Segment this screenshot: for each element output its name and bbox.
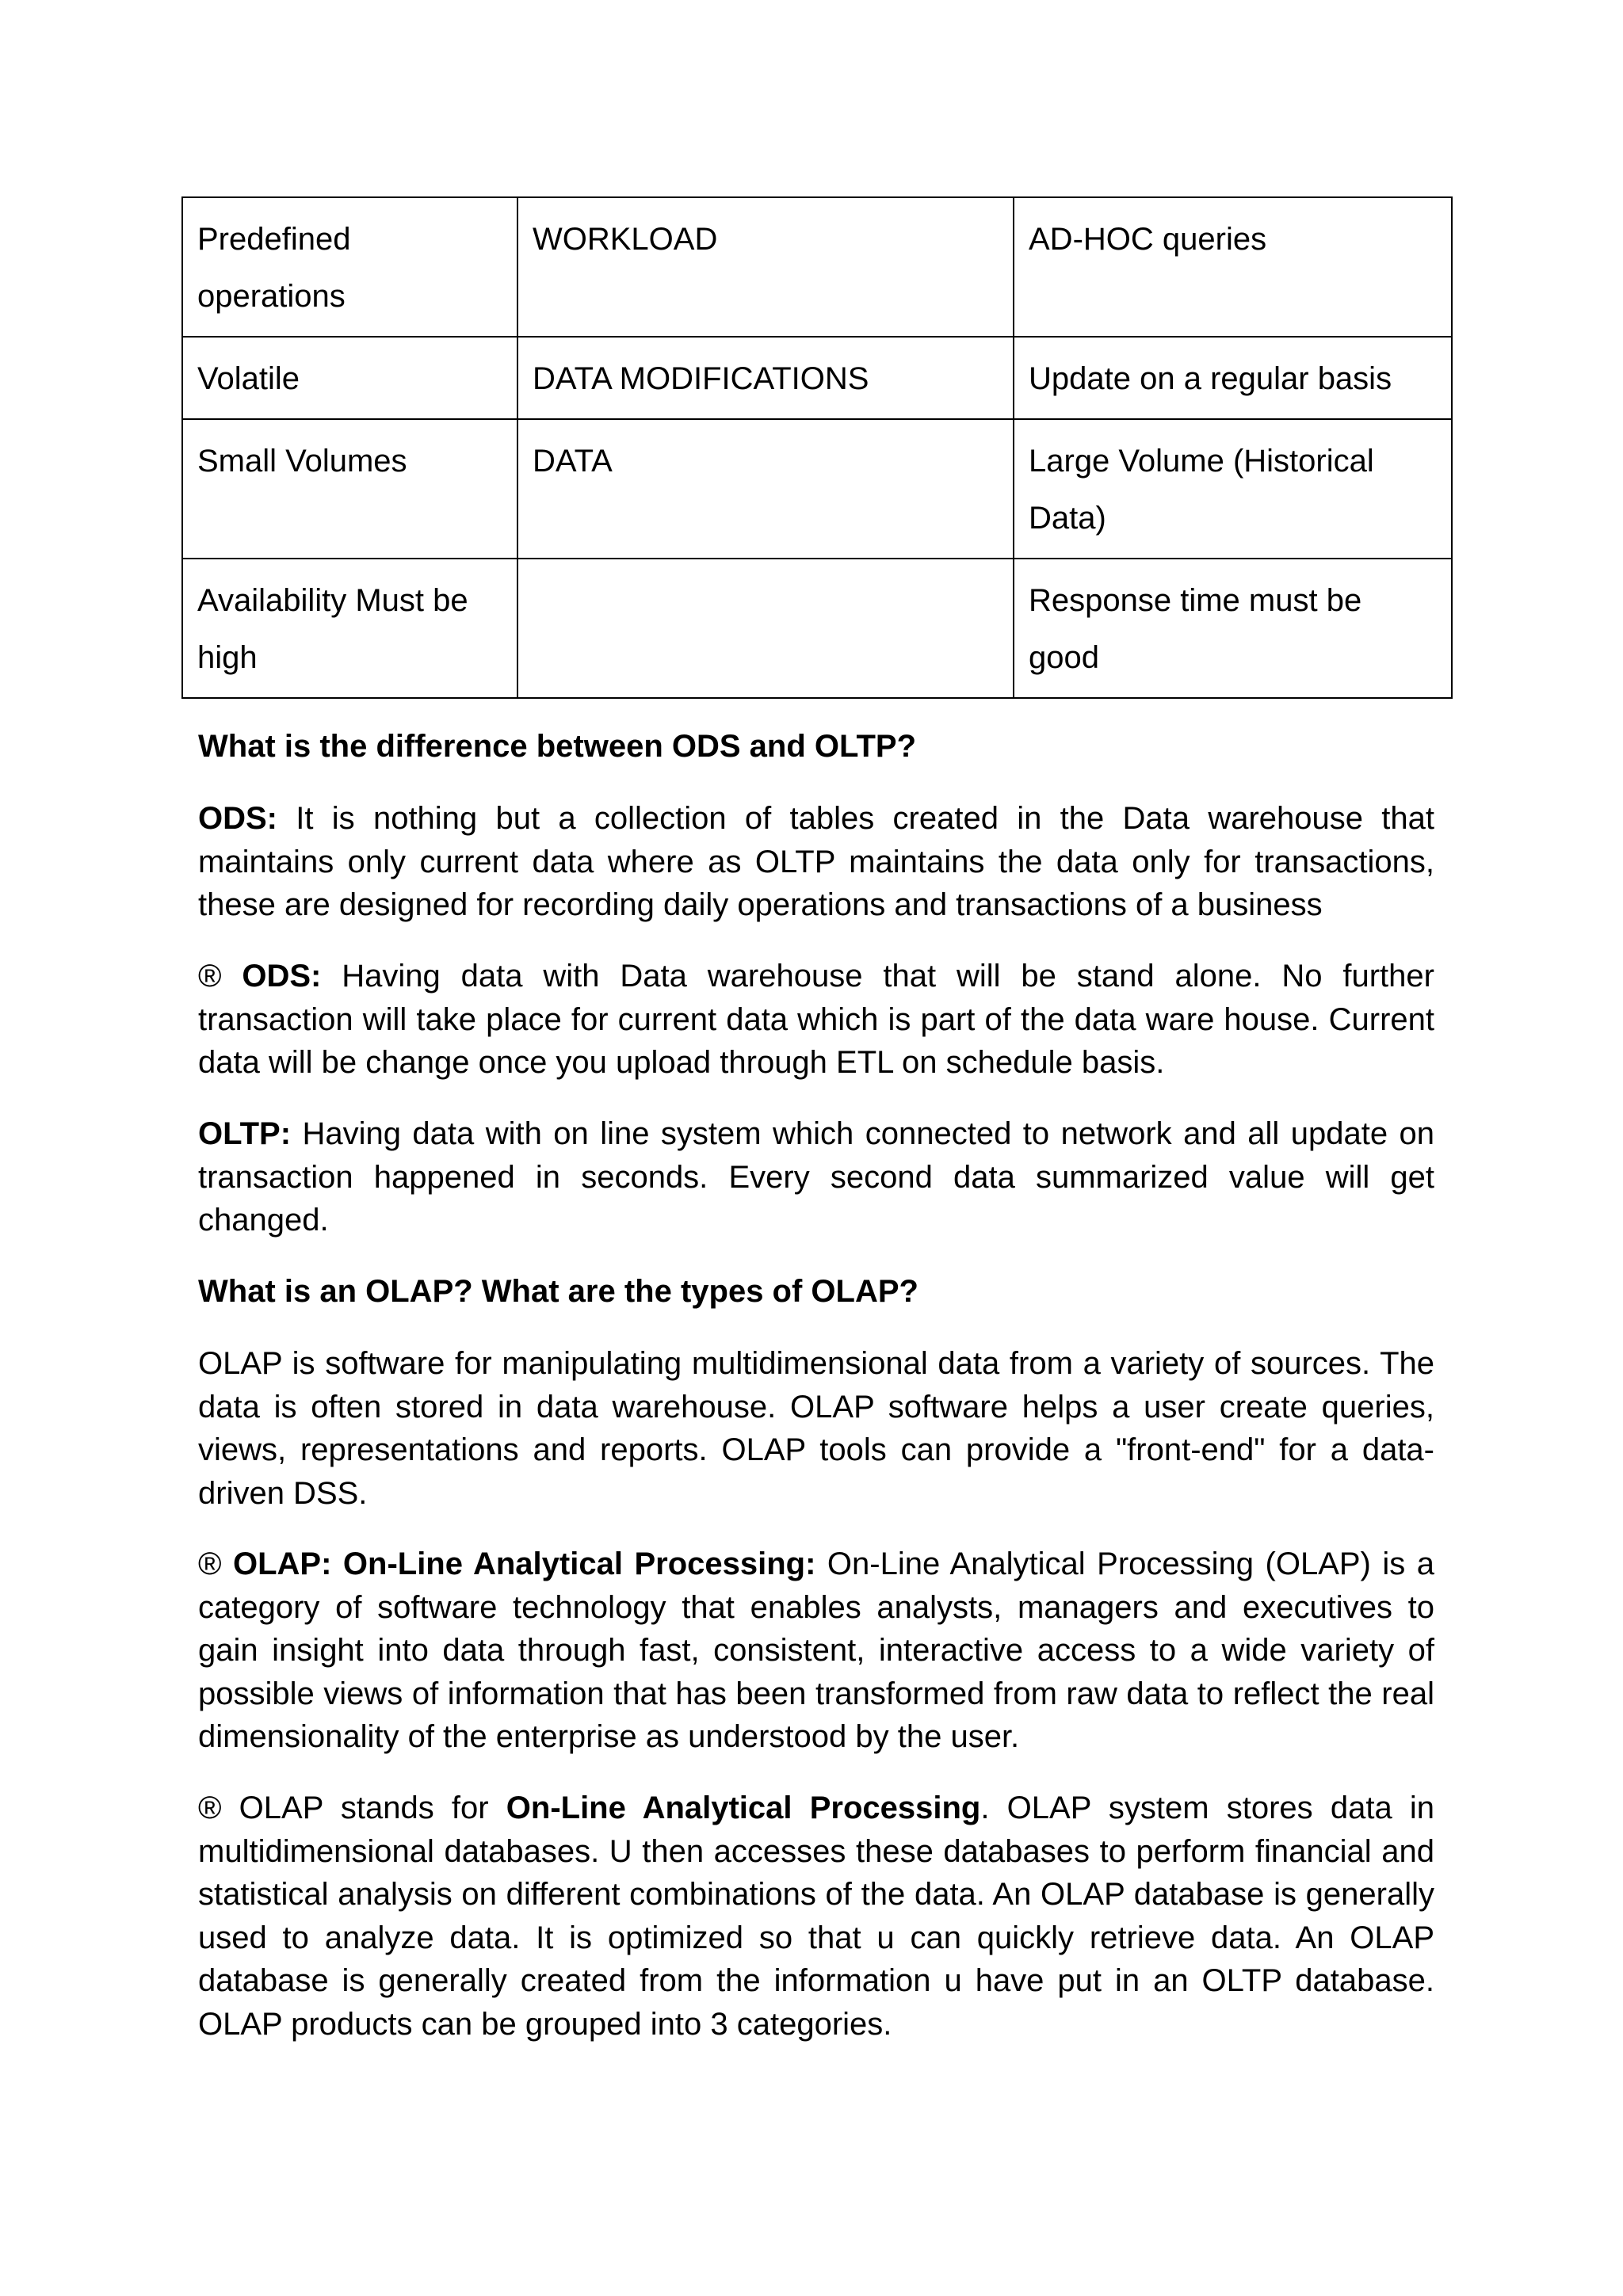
paragraph-text: ® OLAP stands for xyxy=(198,1791,506,1825)
table-cell: Volatile xyxy=(182,337,517,419)
table-row xyxy=(182,419,1452,559)
paragraph-oltp-definition xyxy=(198,1112,1434,1242)
term-label: OLTP: xyxy=(198,1116,292,1151)
table-cell: DATA MODIFICATIONS xyxy=(517,337,1014,419)
term-label: ODS: xyxy=(198,801,277,836)
table-cell: DATA xyxy=(517,419,1014,559)
paragraph-text: It is nothing but a collection of tables created in the Data warehouse that maintains only current data where as OLTP maintains the data only for transactions, these are designed for recording daily operations and transactions of a business xyxy=(198,801,1434,922)
table-cell xyxy=(517,559,1014,698)
paragraph-text: Having data with on line system which connected to network and all update on transaction happened in seconds. Every second data summarized value will get changed. xyxy=(198,1116,1434,1238)
term-label: On-Line Analytical Processing xyxy=(506,1791,981,1825)
paragraph-text: Having data with Data warehouse that will be stand alone. No further transaction will take place for current data which is part of the data ware house. Current data will be change once you upload through ETL on schedule basis. xyxy=(198,959,1434,1080)
table-row xyxy=(182,197,1452,337)
paragraph-olap-definition xyxy=(198,1543,1434,1759)
paragraph-olap-stands-for xyxy=(198,1787,1434,2046)
section-heading-olap: What is an OLAP? What are the types of OLAP? xyxy=(198,1274,918,1309)
table-cell: WORKLOAD xyxy=(517,197,1014,337)
paragraph-ods-definition xyxy=(198,797,1434,927)
section-heading-ods-oltp: What is the difference between ODS and OLTP? xyxy=(198,729,917,764)
table-cell: AD-HOC queries xyxy=(1014,197,1452,337)
paragraph-olap-intro: OLAP is software for manipulating multidimensional data from a variety of sources. The data is often stored in data warehouse. OLAP software helps a user create queries, views, representations and reports. OLAP tools can provide a "front-end" for a data-driven DSS. xyxy=(198,1346,1434,1511)
paragraph-text: . OLAP system stores data in multidimensional databases. U then accesses these databases to perform financial and statistical analysis on different combinations of the data. An OLAP database is generally used to analyze data. It is optimized so that u can quickly retrieve data. An OLAP database is generally created from the information u have put in an OLTP database. OLAP products can be grouped into 3 categories. xyxy=(198,1791,1435,2042)
table-row xyxy=(182,337,1452,419)
table-cell: Update on a regular basis xyxy=(1014,337,1452,419)
comparison-table xyxy=(181,196,1453,699)
table-cell: Response time must be good xyxy=(1014,559,1452,698)
registered-mark: ® xyxy=(198,959,242,994)
table-cell: Small Volumes xyxy=(182,419,517,559)
paragraph-ods-standalone xyxy=(198,955,1434,1085)
term-label: ODS: xyxy=(242,959,322,994)
table-cell: Large Volume (Historical Data) xyxy=(1014,419,1452,559)
registered-mark: ® xyxy=(198,1547,233,1581)
table-cell: Predefined operations xyxy=(182,197,517,337)
paragraph-text: On-Line Analytical Processing (OLAP) is a category of software technology that enables analysts, managers and executives to gain insight into data through fast, consistent, interactive access to a wide variety of possible views of information that has been transformed from raw data to reflect the real dimensionality of the enterprise as understood by the user. xyxy=(198,1547,1434,1754)
table-cell: Availability Must be high xyxy=(182,559,517,698)
table-row xyxy=(182,559,1452,698)
term-label: OLAP: On-Line Analytical Processing: xyxy=(232,1547,816,1581)
